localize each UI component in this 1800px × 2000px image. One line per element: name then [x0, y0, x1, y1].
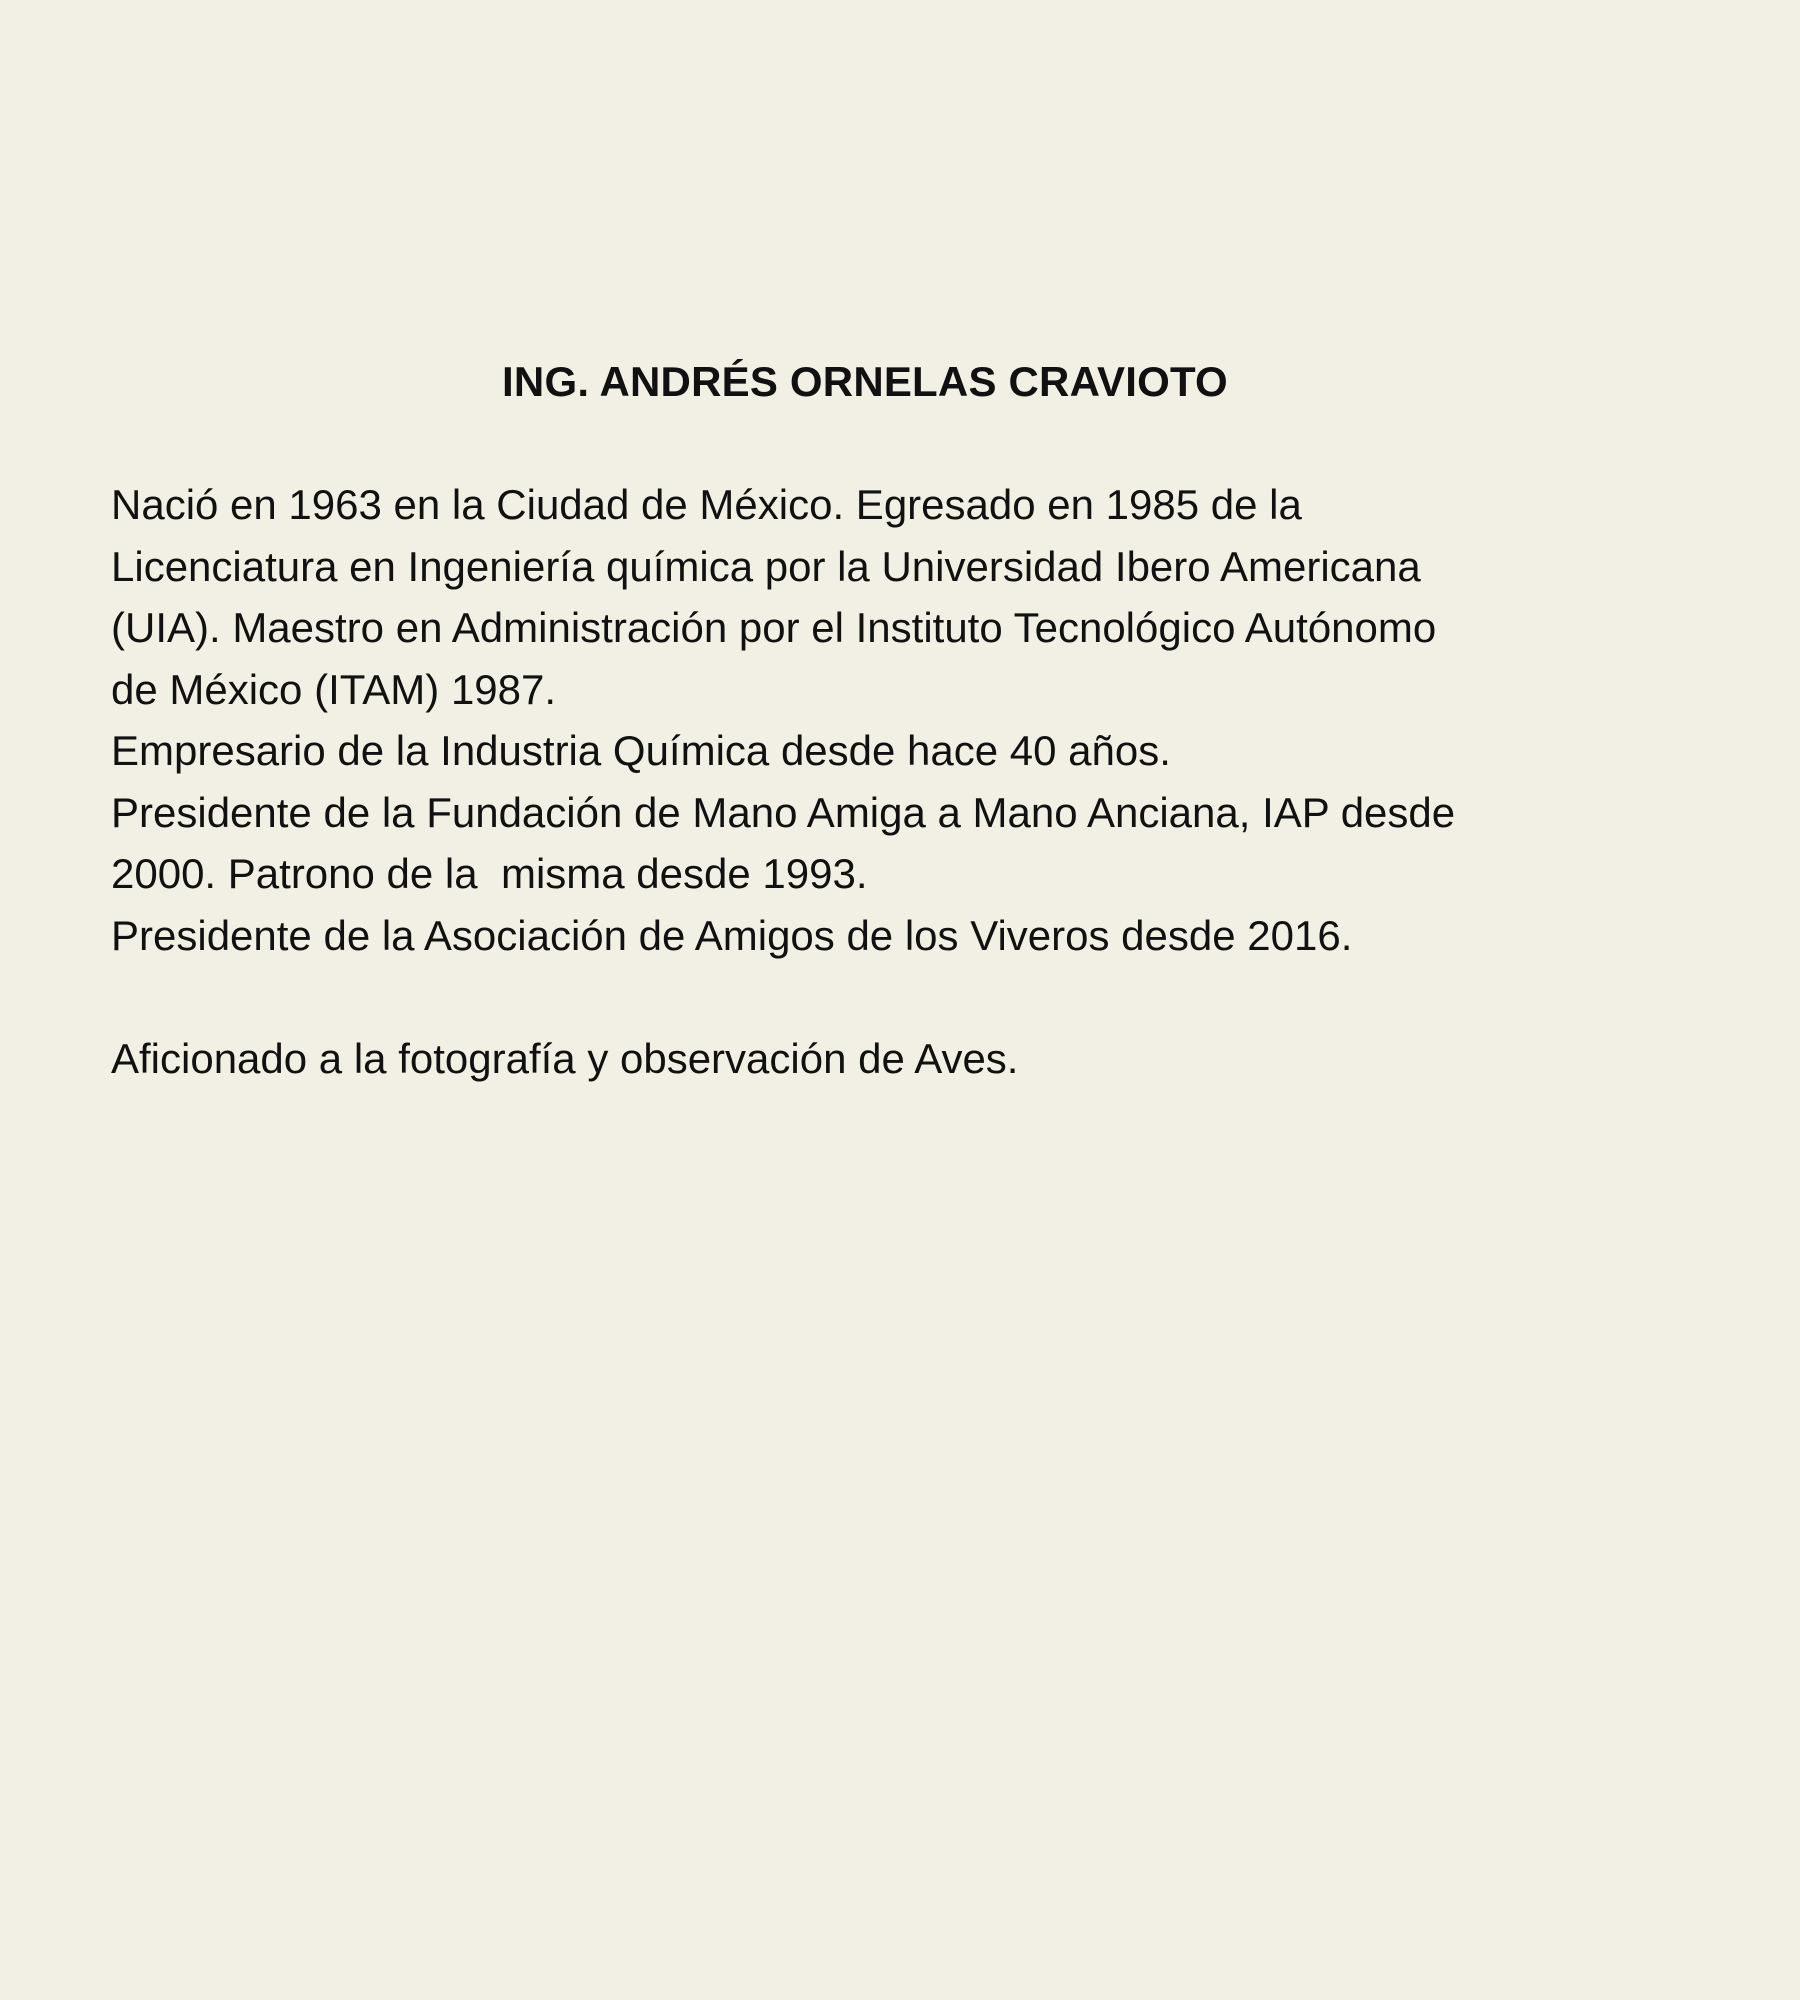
biography-line: de México (ITAM) 1987.	[111, 665, 557, 713]
paragraph-gap	[111, 966, 1671, 1028]
biography-text	[111, 474, 1671, 1089]
biography-line: 2000. Patrono de la misma desde 1993.	[111, 850, 868, 897]
biography-line: (UIA). Maestro en Administración por el Instituto Tecnológico Autónomo	[111, 604, 1437, 651]
biography-line: Aficionado a la fotografía y observación de Aves.	[111, 1034, 1019, 1082]
biography-line: Nació en 1963 en la Ciudad de México. Egresado en 1985 de la	[111, 481, 1302, 528]
biography-line: Presidente de la Fundación de Mano Amiga a Mano Anciana, IAP desde	[111, 788, 1456, 836]
page-title: ING. ANDRÉS ORNELAS CRAVIOTO	[502, 358, 1228, 405]
biography-line: Presidente de la Asociación de Amigos de los Viveros desde 2016.	[111, 911, 1353, 959]
biography-line: Licenciatura en Ingeniería química por la Universidad Ibero Americana	[111, 542, 1421, 590]
biography-line: Empresario de la Industria Química desde hace 40 años.	[111, 727, 1171, 774]
